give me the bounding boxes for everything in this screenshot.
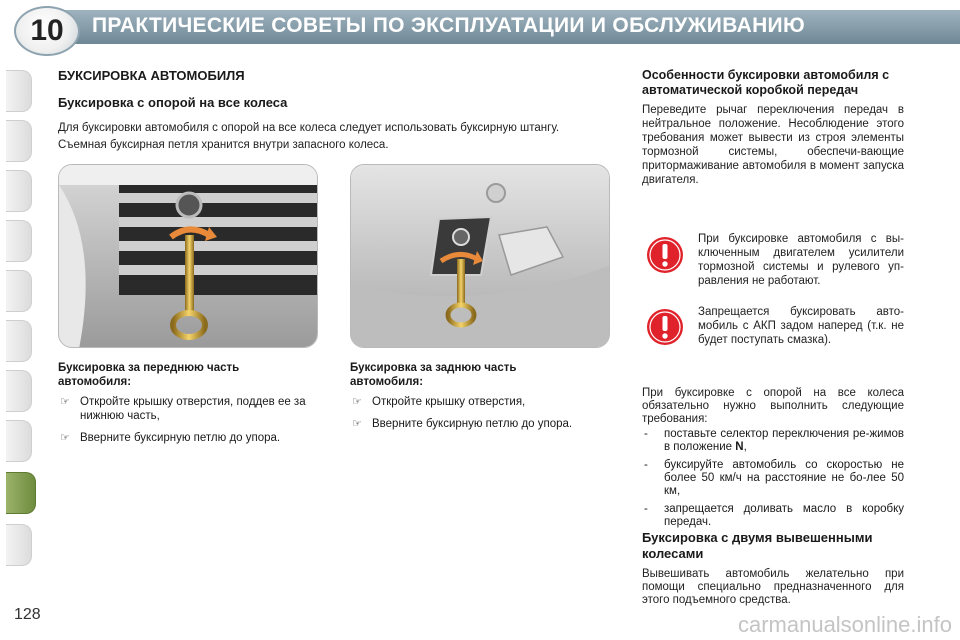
list-item: ☞ Вверните буксирную петлю до упора. bbox=[60, 432, 281, 444]
section-title: БУКСИРОВКА АВТОМОБИЛЯ bbox=[58, 68, 245, 83]
chapter-tab[interactable] bbox=[6, 270, 32, 312]
chapter-tab-active[interactable] bbox=[6, 472, 36, 514]
list-item: - буксируйте автомобиль со скоростью не более 50 км/ч на расстояние не бо-лее 50 км, bbox=[644, 459, 904, 497]
front-tow-steps bbox=[58, 395, 318, 453]
warning-reverse-towing: Запрещается буксировать авто-мобиль с АКП задом наперед (т.к. не будет поступать смазка). bbox=[698, 306, 904, 346]
page-number: 128 bbox=[14, 606, 41, 623]
exclamation-circle-icon bbox=[646, 308, 684, 346]
rear-tow-title: Буксировка за заднюю часть автомобиля: bbox=[350, 362, 517, 388]
exclamation-circle-icon bbox=[646, 236, 684, 274]
lifted-towing-title: Буксировка с двумя вывешенными колесами bbox=[642, 530, 873, 561]
chapter-number-badge: 10 bbox=[14, 6, 80, 56]
requirements-intro: При буксировке с опорой на все колеса обязательно нужно выполнить следующие требования: bbox=[642, 387, 904, 425]
list-item: ☞ Откройте крышку отверстия, bbox=[352, 396, 526, 408]
chapter-tab[interactable] bbox=[6, 524, 32, 566]
pointing-finger-icon: ☞ bbox=[60, 432, 70, 444]
automatic-towing-title: Особенности буксировки автомобиля с автоматической коробкой передач bbox=[642, 68, 890, 97]
chapter-tab[interactable] bbox=[6, 170, 32, 212]
chapter-tab[interactable] bbox=[6, 220, 32, 262]
front-tow-photo bbox=[58, 164, 318, 348]
lifted-towing-text: Вывешивать автомобиль желательно при помощи специально предназначенного для этого подъемного средства. bbox=[642, 568, 904, 606]
chapter-tab[interactable] bbox=[6, 370, 32, 412]
chapter-title: ПРАКТИЧЕСКИЕ СОВЕТЫ ПО ЭКСПЛУАТАЦИИ И ОБСЛУЖИВАНИЮ bbox=[92, 14, 805, 37]
list-item: - поставьте селектор переключения ре-жимов в положение N, bbox=[644, 428, 904, 453]
automatic-towing-text: Переведите рычаг переключения передач в нейтральное положение. Несоблюдение этого требования может вывести из строя элементы тормозной системы, обеспечи-вающие притормаживание автомобиля в момент запуска двигателя. bbox=[642, 104, 904, 186]
list-item: ☞ Откройте крышку отверстия, поддев ее за нижнюю часть, bbox=[60, 396, 306, 422]
chapter-tab[interactable] bbox=[6, 120, 32, 162]
watermark: carmanualsonline.info bbox=[737, 612, 952, 637]
pointing-finger-icon: ☞ bbox=[60, 396, 70, 408]
storage-paragraph: Съемная буксирная петля хранится внутри запасного колеса. bbox=[58, 139, 389, 151]
rear-tow-photo bbox=[350, 164, 610, 348]
intro-paragraph: Для буксировки автомобиля с опорой на все колеса следует использовать буксирную штангу. bbox=[58, 122, 560, 134]
subsection-title: Буксировка с опорой на все колеса bbox=[58, 95, 288, 110]
requirements-list bbox=[642, 428, 904, 534]
chapter-tab[interactable] bbox=[6, 420, 32, 462]
pointing-finger-icon: ☞ bbox=[352, 396, 362, 408]
list-item: - запрещается доливать масло в коробку передач. bbox=[644, 503, 904, 528]
chapter-tab[interactable] bbox=[6, 70, 32, 112]
chapter-tab[interactable] bbox=[6, 320, 32, 362]
page-header bbox=[0, 0, 960, 62]
pointing-finger-icon: ☞ bbox=[352, 418, 362, 430]
warning-power-assist: При буксировке автомобиля с вы-ключенным двигателем усилители тормозной системы и рулевого уп-равления не работают. bbox=[698, 233, 904, 287]
gear-position: N bbox=[735, 441, 744, 453]
list-item: ☞ Вверните буксирную петлю до упора. bbox=[352, 418, 573, 430]
chapter-tabs bbox=[0, 62, 36, 582]
rear-tow-steps bbox=[350, 395, 610, 439]
front-tow-title: Буксировка за переднюю часть автомобиля: bbox=[58, 362, 240, 388]
